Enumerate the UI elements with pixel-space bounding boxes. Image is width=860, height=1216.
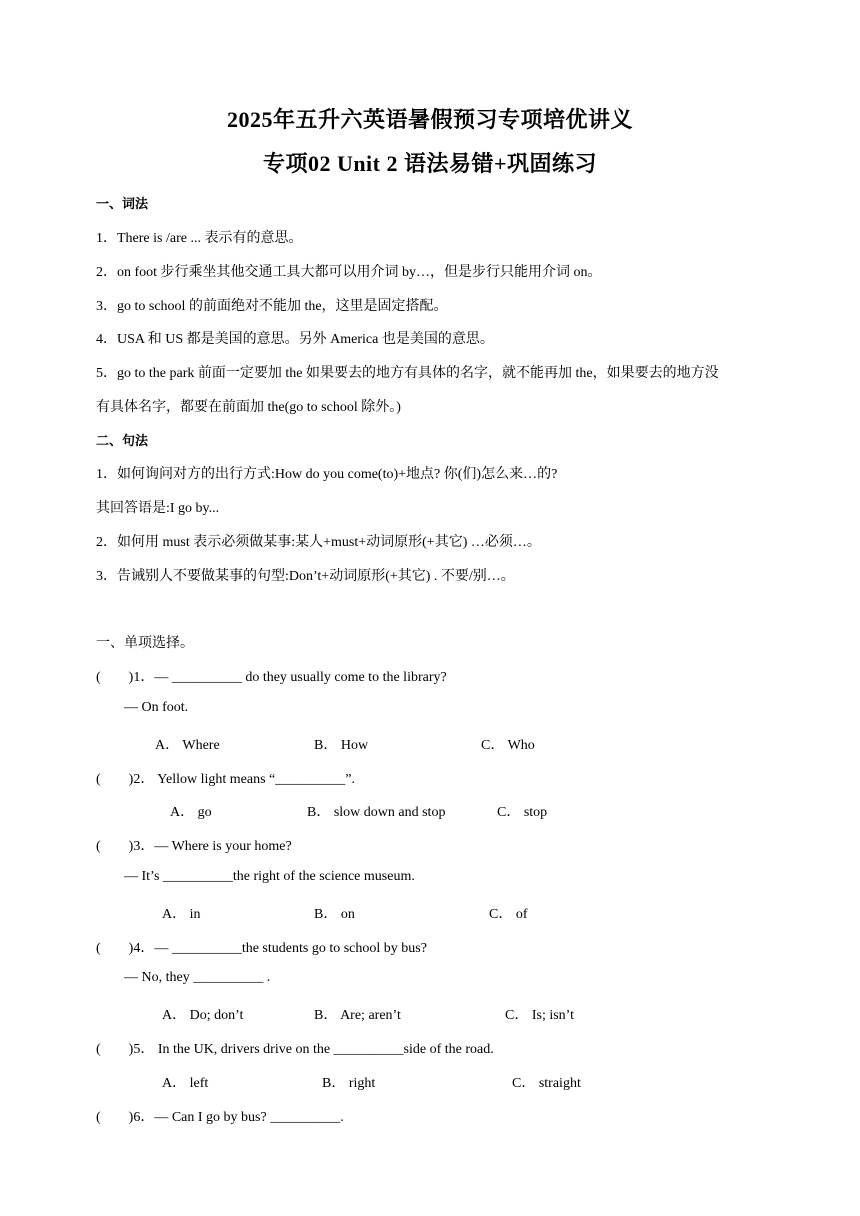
question-5-option-a: A． left (162, 1076, 209, 1091)
question-5-option-b: B． right (322, 1076, 376, 1091)
question-4-option-b: B． Are; aren’t (314, 1008, 401, 1023)
question-5-stem: ( )5． In the UK, drivers drive on the __________side of the road. (96, 1042, 494, 1057)
vocab-item-1: 1．There is /are ... 表示有的意思。 (96, 231, 303, 246)
question-1-option-a: A． Where (155, 738, 220, 753)
vocab-item-2: 2．on foot 步行乘坐其他交通工具大都可以用介词 by…，但是步行只能用介词 on。 (96, 265, 602, 280)
syntax-item-2: 2．如何用 must 表示必须做某事:某人+must+动词原形(+其它) …必须…。 (96, 535, 541, 550)
question-1-option-b: B． How (314, 738, 369, 753)
question-1-answer-line: — On foot. (124, 700, 189, 715)
question-3-option-c: C． of (489, 907, 528, 922)
vocab-item-3: 3．go to school 的前面绝对不能加 the，这里是固定搭配。 (96, 299, 448, 314)
document-subtitle: 专项02 Unit 2 语法易错+巩固练习 (262, 151, 598, 176)
document-title: 2025年五升六英语暑假预习专项培优讲义 (226, 107, 633, 132)
question-2-option-c: C． stop (497, 805, 548, 820)
question-3-answer-line: — It’s __________the right of the science museum. (124, 869, 415, 884)
question-1-option-c: C． Who (481, 738, 535, 753)
question-3-option-b: B． on (314, 907, 355, 922)
vocab-item-5-cont: 有具体名字，都要在前面加 the(go to school 除外。) (96, 400, 401, 415)
question-6-stem: ( )6．— Can I go by bus? __________. (96, 1110, 344, 1125)
exercise-heading: 一、单项选择。 (96, 636, 194, 651)
question-2-option-b: B． slow down and stop (307, 805, 446, 820)
section-heading-vocabulary: 一、词法 (96, 196, 149, 211)
question-2-option-a: A． go (170, 805, 212, 820)
syntax-item-1: 1．如何询问对方的出行方式:How do you come(to)+地点? 你(们)怎么来…的? (96, 467, 558, 482)
question-5-option-c: C． straight (512, 1076, 581, 1091)
syntax-item-1-answer: 其回答语是:I go by... (96, 501, 220, 516)
question-1-stem: ( )1．— __________ do they usually come to the library? (96, 670, 447, 685)
question-3-option-a: A． in (162, 907, 201, 922)
question-3-stem: ( )3．— Where is your home? (96, 839, 292, 854)
vocab-item-4: 4．USA 和 US 都是美国的意思。另外 America 也是美国的意思。 (96, 332, 494, 347)
question-4-answer-line: — No, they __________ . (124, 970, 271, 985)
section-heading-syntax: 二、句法 (96, 433, 149, 448)
question-4-option-a: A． Do; don’t (162, 1008, 244, 1023)
question-2-stem: ( )2． Yellow light means “__________”. (96, 772, 355, 787)
question-4-stem: ( )4．— __________the students go to school by bus? (96, 941, 427, 956)
vocab-item-5: 5．go to the park 前面一定要加 the 如果要去的地方有具体的名字，就不能再加 the，如果要去的地方没 (96, 366, 719, 381)
question-4-option-c: C． Is; isn’t (505, 1008, 574, 1023)
syntax-item-3: 3．告诫别人不要做某事的句型:Don’t+动词原形(+其它) . 不要/别…。 (96, 569, 515, 584)
